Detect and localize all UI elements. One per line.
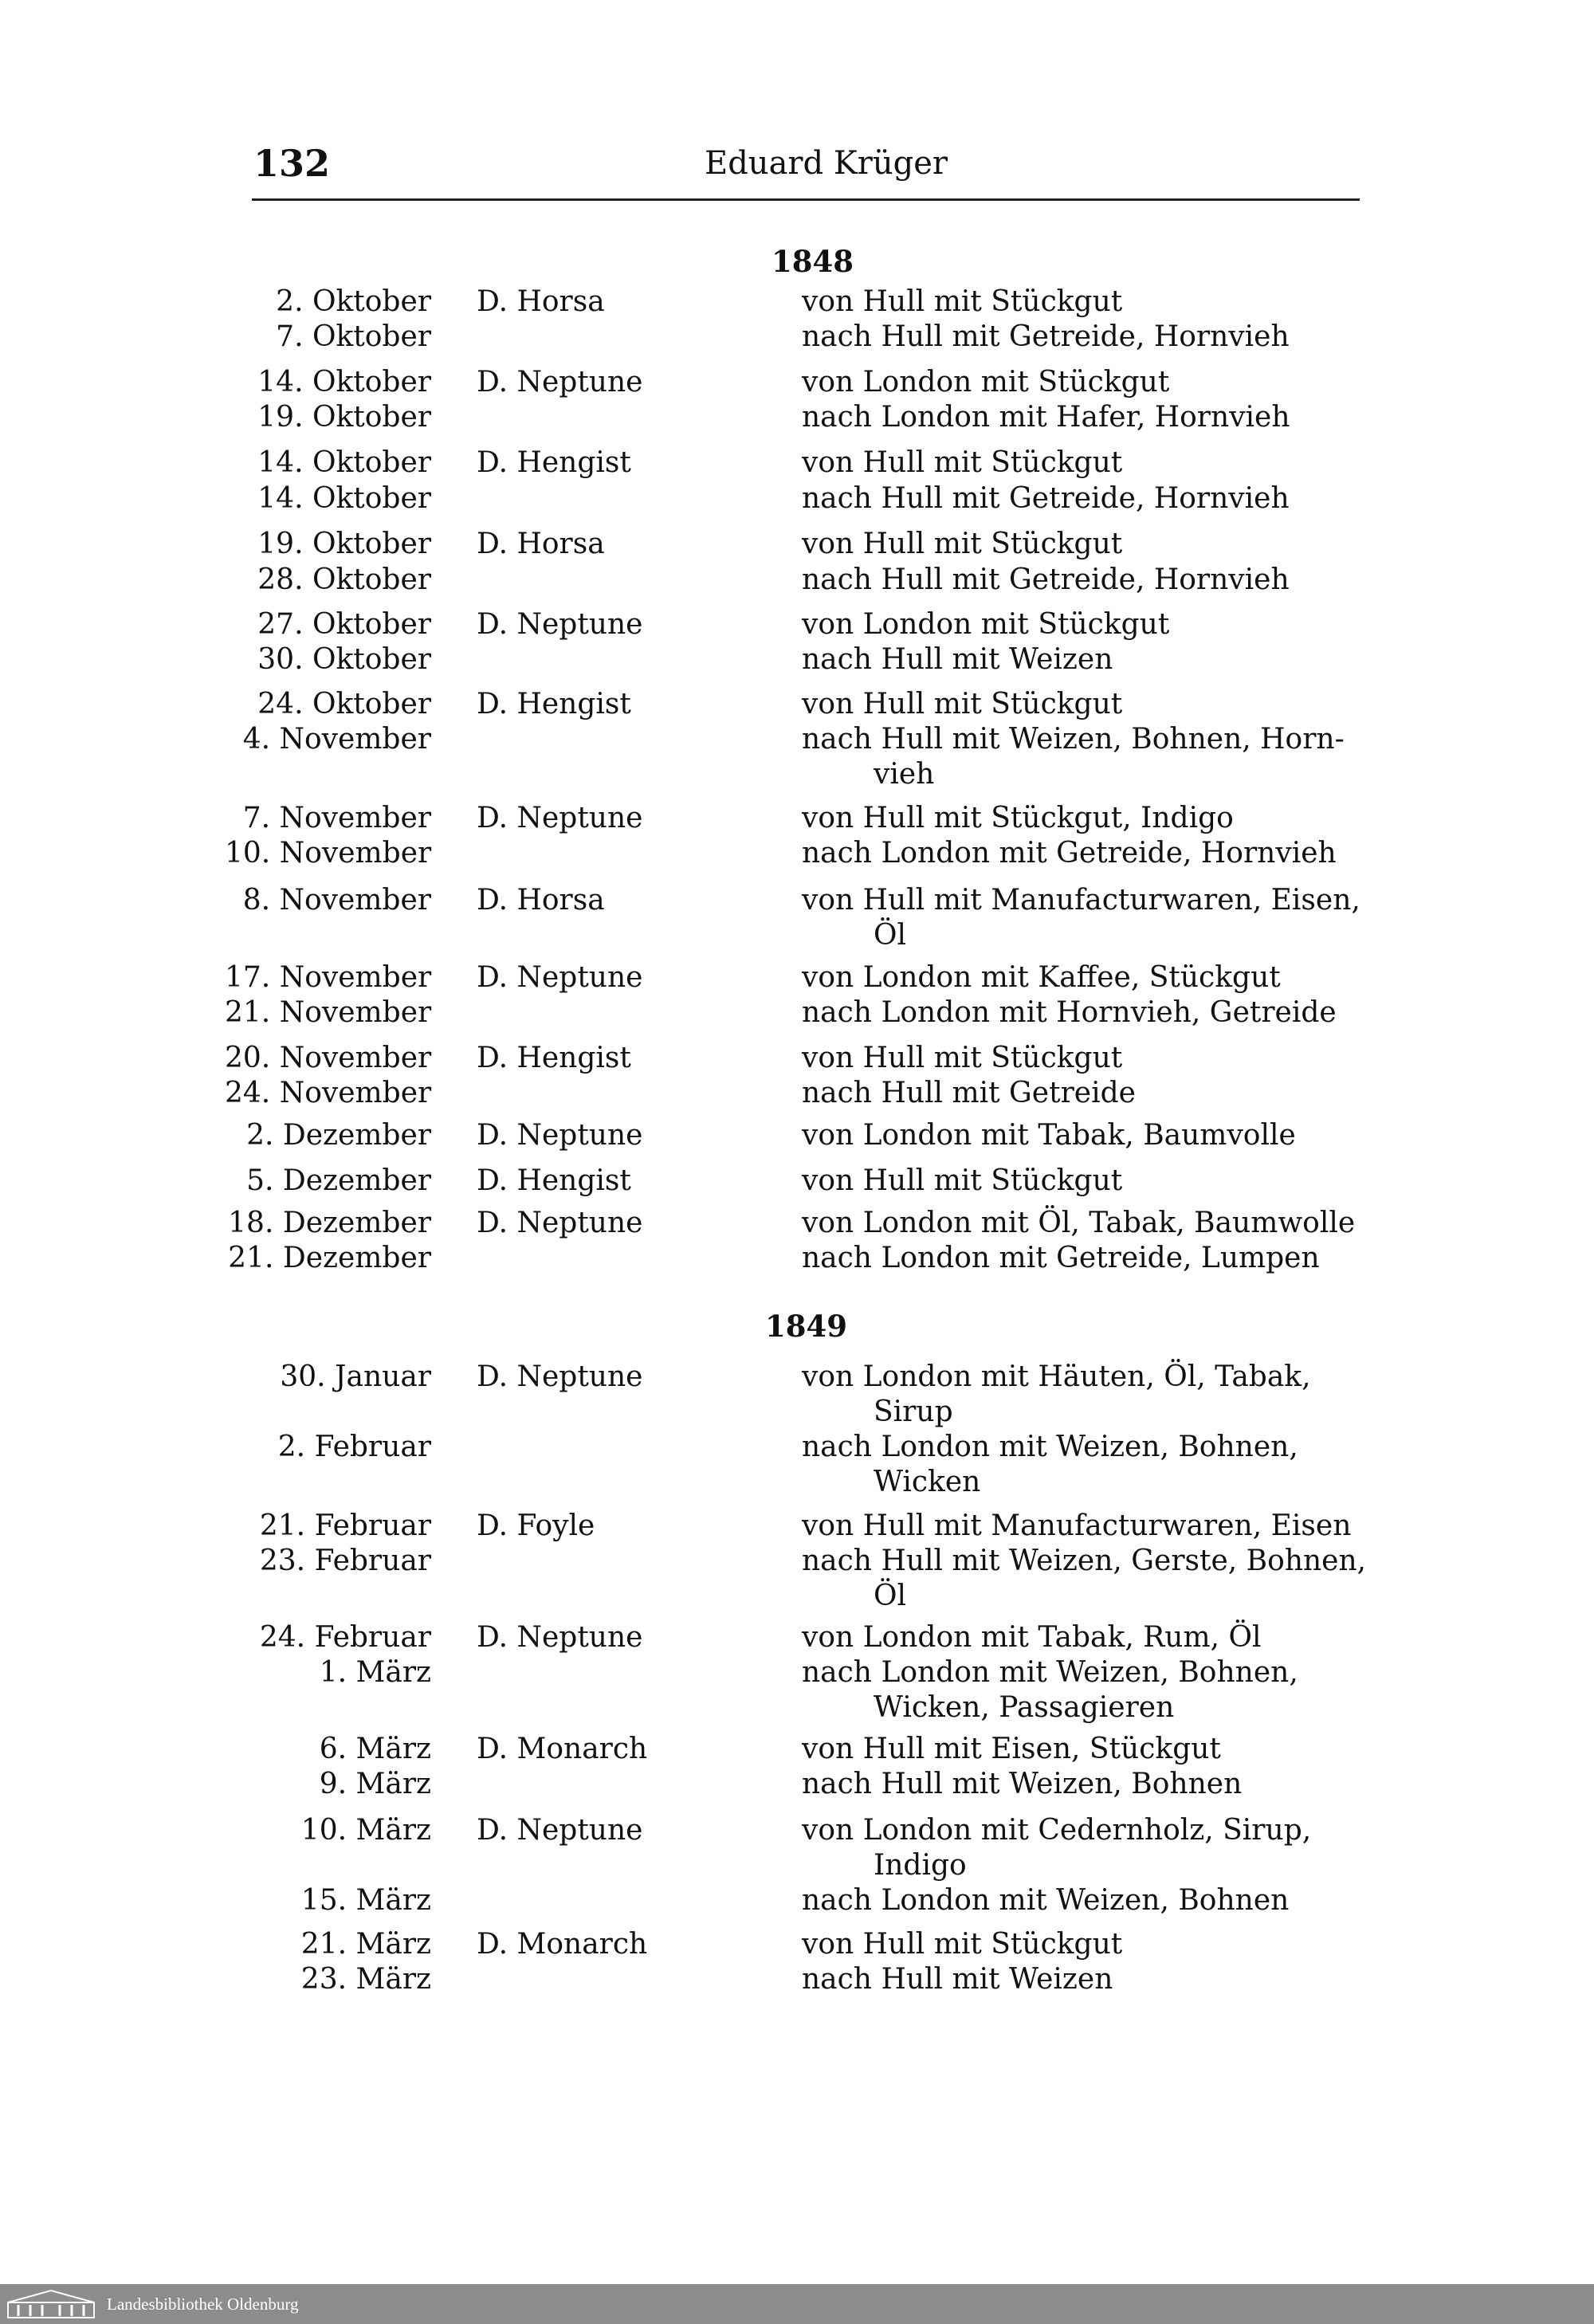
entry-route <box>802 1767 1356 1802</box>
route-line: nach Hull mit Getreide, Hornvieh <box>802 320 1290 353</box>
route-line: von London mit Cedernholz, Sirup, <box>802 1814 1312 1847</box>
entry-route <box>802 446 1356 481</box>
entry-ship: D. Neptune <box>477 1621 643 1654</box>
entry-route <box>802 1655 1356 1725</box>
entry-ship: D. Neptune <box>477 1814 643 1847</box>
route-line: nach London mit Weizen, Bohnen <box>802 1884 1290 1917</box>
entry-route <box>802 607 1356 642</box>
entry-date: 1. März <box>319 1656 431 1689</box>
entry-route <box>802 1544 1367 1614</box>
entry-date: 21. November <box>225 996 432 1029</box>
entry-date: 23. März <box>300 1963 431 1996</box>
entry-route <box>802 1813 1356 1883</box>
entry-route <box>802 563 1356 598</box>
entry-route <box>802 836 1356 871</box>
entry-ship: D. Horsa <box>477 884 605 917</box>
entry-date: 30. Oktober <box>257 643 431 676</box>
library-building-icon <box>6 2289 96 2319</box>
route-line: von London mit Kaffee, Stückgut <box>802 961 1281 994</box>
entry-date: 20. November <box>225 1042 432 1074</box>
entry-route <box>802 320 1356 355</box>
entry-route <box>802 481 1356 516</box>
footer-library-name: Landesbibliothek Oldenburg <box>107 2295 299 2314</box>
entry-route <box>802 1962 1356 1997</box>
route-line: von London mit Häuten, Öl, Tabak, <box>802 1360 1311 1393</box>
entry-ship: D. Neptune <box>477 1207 643 1239</box>
entry-date: 21. Februar <box>259 1509 431 1542</box>
footer-bar <box>0 2284 1594 2324</box>
entry-ship: D. Monarch <box>477 1733 648 1765</box>
entry-date: 14. Oktober <box>257 482 431 515</box>
entry-ship: D. Hengist <box>477 1164 631 1197</box>
entry-route <box>802 400 1356 435</box>
entry-date: 30. Januar <box>280 1360 431 1393</box>
entry-ship: D. Monarch <box>477 1928 648 1961</box>
route-continuation: Wicken <box>874 1466 981 1498</box>
route-line: nach London mit Weizen, Bohnen, <box>802 1656 1298 1689</box>
entry-date: 14. Oktober <box>257 366 431 398</box>
entry-route <box>802 1430 1356 1500</box>
route-line: nach Hull mit Weizen <box>802 1963 1113 1996</box>
route-line: nach London mit Hafer, Hornvieh <box>802 401 1290 434</box>
route-line: von London mit Tabak, Rum, Öl <box>802 1621 1262 1654</box>
running-title: Eduard Krüger <box>705 145 948 182</box>
entry-ship: D. Horsa <box>477 285 605 318</box>
entry-route <box>802 1164 1356 1199</box>
entry-date: 24. Oktober <box>257 688 431 720</box>
route-line: von Hull mit Stückgut <box>802 1928 1123 1961</box>
entry-route <box>802 1041 1356 1076</box>
entry-ship: D. Neptune <box>477 802 643 834</box>
entry-route <box>802 1118 1356 1153</box>
entry-ship: D. Neptune <box>477 1119 643 1152</box>
entry-route <box>802 527 1356 562</box>
entry-date: 15. März <box>300 1884 431 1917</box>
entry-route <box>802 1360 1356 1430</box>
entry-date: 2. Oktober <box>276 285 431 318</box>
entry-ship: D. Neptune <box>477 1360 643 1393</box>
route-line: nach London mit Getreide, Lumpen <box>802 1242 1320 1274</box>
route-line: nach Hull mit Getreide, Hornvieh <box>802 563 1290 596</box>
entry-route <box>802 1076 1356 1111</box>
entry-route <box>802 722 1356 792</box>
entry-route <box>802 1509 1356 1544</box>
route-line: von Hull mit Manufacturwaren, Eisen <box>802 1509 1352 1542</box>
route-line: nach London mit Getreide, Hornvieh <box>802 837 1337 870</box>
entry-route <box>802 285 1356 320</box>
route-line: nach Hull mit Getreide, Hornvieh <box>802 482 1290 515</box>
route-line: von Hull mit Stückgut <box>802 1042 1123 1074</box>
entry-date: 8. November <box>242 884 431 917</box>
entry-date: 7. Oktober <box>276 320 431 353</box>
entry-date: 2. Dezember <box>246 1119 431 1152</box>
route-line: von Hull mit Stückgut, Indigo <box>802 802 1234 834</box>
route-line: von Hull mit Stückgut <box>802 688 1123 720</box>
entry-date: 19. Oktober <box>257 528 431 560</box>
route-line: nach Hull mit Getreide <box>802 1077 1136 1109</box>
header-rule <box>252 198 1360 201</box>
entry-route <box>802 1620 1356 1655</box>
route-line: von Hull mit Stückgut <box>802 528 1123 560</box>
entry-ship: D. Horsa <box>477 528 605 560</box>
entry-route <box>802 1206 1356 1241</box>
entry-date: 24. November <box>225 1077 432 1109</box>
entry-date: 24. Februar <box>259 1621 431 1654</box>
entry-ship: D. Hengist <box>477 688 631 720</box>
route-line: von London mit Stückgut <box>802 366 1170 398</box>
entry-route <box>802 1732 1356 1767</box>
entry-route <box>802 801 1356 836</box>
entry-ship: D. Neptune <box>477 366 643 398</box>
entry-date: 7. November <box>242 802 431 834</box>
entry-route <box>802 1241 1356 1276</box>
entry-date: 4. November <box>242 723 431 756</box>
route-continuation: Wicken, Passagieren <box>874 1691 1175 1724</box>
route-line: nach Hull mit Weizen <box>802 643 1113 676</box>
entry-date: 21. Dezember <box>228 1242 431 1274</box>
route-line: von Hull mit Stückgut <box>802 285 1123 318</box>
entry-route <box>802 1883 1356 1918</box>
entry-ship: D. Foyle <box>477 1509 595 1542</box>
entry-route <box>802 687 1356 722</box>
page-number: 132 <box>253 142 331 185</box>
entry-date: 18. Dezember <box>228 1207 431 1239</box>
entry-date: 19. Oktober <box>257 401 431 434</box>
entry-date: 28. Oktober <box>257 563 431 596</box>
entry-route <box>802 642 1356 677</box>
entry-route <box>802 365 1356 400</box>
entry-date: 10. November <box>225 837 432 870</box>
route-line: nach Hull mit Weizen, Bohnen, Horn- <box>802 723 1345 756</box>
entry-date: 2. Februar <box>277 1431 431 1463</box>
entry-date: 5. Dezember <box>246 1164 431 1197</box>
route-line: von Hull mit Stückgut <box>802 1164 1123 1197</box>
entry-date: 14. Oktober <box>257 446 431 479</box>
entry-route <box>802 883 1360 953</box>
route-line: von Hull mit Eisen, Stückgut <box>802 1733 1221 1765</box>
entry-date: 17. November <box>225 961 432 994</box>
route-line: nach London mit Hornvieh, Getreide <box>802 996 1337 1029</box>
entry-ship: D. Hengist <box>477 1042 631 1074</box>
entry-route <box>802 960 1356 995</box>
route-line: von London mit Tabak, Baumvolle <box>802 1119 1296 1152</box>
section-year-heading: 1849 <box>765 1309 847 1344</box>
entry-date: 9. März <box>319 1768 431 1800</box>
entry-date: 23. Februar <box>259 1545 431 1577</box>
section-year-heading: 1848 <box>771 244 854 279</box>
route-line: nach Hull mit Weizen, Gerste, Bohnen, <box>802 1545 1367 1577</box>
entry-ship: D. Neptune <box>477 608 643 641</box>
route-continuation: vieh <box>874 758 935 791</box>
entry-route <box>802 995 1356 1030</box>
entry-date: 10. März <box>300 1814 431 1847</box>
route-continuation: Indigo <box>874 1849 967 1882</box>
entry-date: 27. Oktober <box>257 608 431 641</box>
route-line: von London mit Stückgut <box>802 608 1170 641</box>
route-line: nach London mit Weizen, Bohnen, <box>802 1431 1298 1463</box>
entry-route <box>802 1927 1356 1962</box>
entry-ship: D. Hengist <box>477 446 631 479</box>
route-line: von Hull mit Manufacturwaren, Eisen, <box>802 884 1360 917</box>
entry-date: 6. März <box>319 1733 431 1765</box>
entry-ship: D. Neptune <box>477 961 643 994</box>
route-continuation: Sirup <box>874 1396 953 1428</box>
route-line: nach Hull mit Weizen, Bohnen <box>802 1768 1243 1800</box>
route-line: von Hull mit Stückgut <box>802 446 1123 479</box>
route-line: von London mit Öl, Tabak, Baumwolle <box>802 1207 1356 1239</box>
route-continuation: Öl <box>874 1580 907 1612</box>
entry-date: 21. März <box>300 1928 431 1961</box>
route-continuation: Öl <box>874 919 907 952</box>
